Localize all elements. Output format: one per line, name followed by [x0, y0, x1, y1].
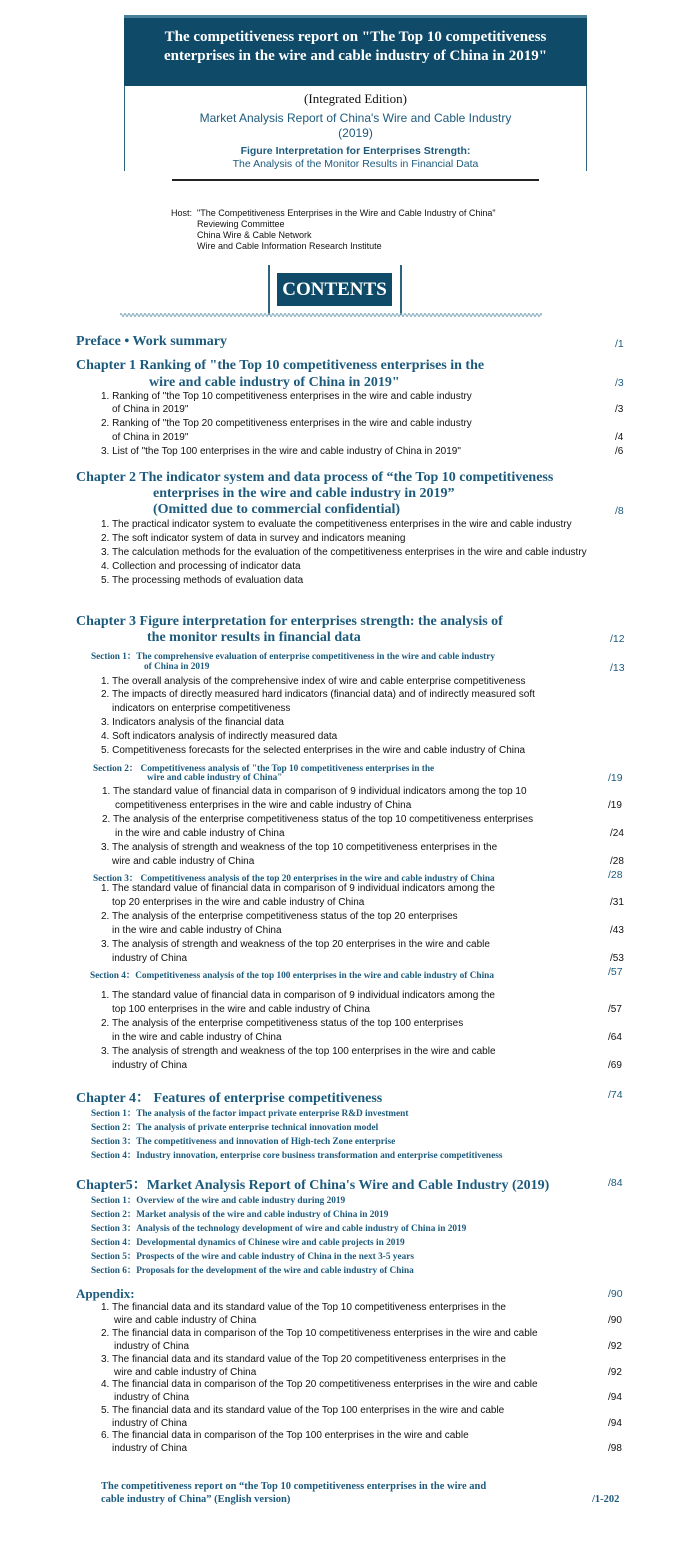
toc-section-title[interactable]: Section 1：The comprehensive evaluation of enterprise competitiveness in the wire and cable industry	[91, 652, 496, 662]
toc-item[interactable]: 1. Ranking of "the Top 10 competitiveness enterprises in the wire and cable industry	[101, 391, 472, 402]
toc-section-title-cont[interactable]: of China in 2019	[144, 662, 210, 672]
toc-page-number: /28	[610, 856, 624, 867]
toc-item[interactable]: 2. Ranking of "the Top 20 competitiveness enterprises in the wire and cable industry	[101, 418, 472, 429]
edition-label: (Integrated Edition)	[304, 91, 407, 106]
contents-bracket-left	[268, 265, 270, 315]
toc-page-number: /31	[610, 897, 624, 908]
toc-item[interactable]: in the wire and cable industry of China	[112, 1032, 282, 1043]
toc-page-number: /69	[608, 1060, 622, 1071]
title-divider	[172, 179, 539, 181]
toc-chapter-4-title[interactable]: Chapter 4： Features of enterprise competitiveness	[76, 1091, 383, 1106]
toc-item[interactable]: in the wire and cable industry of China	[115, 828, 285, 839]
toc-page-number: /92	[608, 1341, 622, 1352]
toc-item[interactable]: competitiveness enterprises in the wire and cable industry of China	[115, 800, 412, 811]
toc-chapter-2-title-cont[interactable]: enterprises in the wire and cable industry in 2019”	[153, 486, 455, 501]
toc-item[interactable]: 1. The overall analysis of the comprehensive index of wire and cable enterprise competitiveness	[101, 676, 526, 687]
contents-heading: CONTENTS	[277, 273, 392, 306]
toc-item[interactable]: 4. The financial data in comparison of the Top 20 competitiveness enterprises in the wire and cable	[101, 1379, 538, 1390]
toc-item[interactable]: 2. The analysis of the enterprise competitiveness status of the top 10 competitiveness enterprises	[102, 814, 534, 825]
toc-english-version-line-1[interactable]: The competitiveness report on “the Top 10 competitiveness enterprises in the wire and	[101, 1481, 487, 1492]
toc-item[interactable]: of China in 2019"	[112, 404, 189, 415]
toc-item[interactable]: 1. The practical indicator system to evaluate the competitiveness enterprises in the wire and cable industry	[101, 519, 572, 530]
toc-item[interactable]: 4. Soft indicators analysis of indirectly measured data	[101, 731, 338, 742]
toc-item[interactable]: 3. The calculation methods for the evaluation of the competitiveness enterprises in the wire and cable industry	[101, 547, 587, 558]
toc-page-number: /74	[608, 1089, 623, 1101]
toc-item[interactable]: industry of China	[112, 1060, 188, 1071]
toc-item[interactable]: 3. List of "the Top 100 enterprises in the wire and cable industry of China in 2019"	[101, 446, 461, 457]
toc-english-version-line-2[interactable]: cable industry of China” (English version)	[101, 1494, 291, 1505]
toc-chapter-2-title[interactable]: Chapter 2 The indicator system and data process of “the Top 10 competitiveness	[76, 470, 554, 485]
toc-item[interactable]: 2. The analysis of the enterprise competitiveness status of the top 100 enterprises	[101, 1018, 464, 1029]
toc-item[interactable]: 3. The financial data and its standard value of the Top 20 competitiveness enterprises in the	[101, 1354, 506, 1365]
toc-page-number: /57	[608, 966, 623, 978]
toc-section-title[interactable]: Section 5：Prospects of the wire and cable industry of China in the next 3-5 years	[91, 1252, 414, 1262]
figure-interpretation-title: Figure Interpretation for Enterprises Strength:	[240, 145, 471, 157]
toc-page-number: /13	[610, 662, 625, 674]
toc-item[interactable]: wire and cable industry of China	[114, 1367, 257, 1378]
toc-item[interactable]: in the wire and cable industry of China	[112, 925, 282, 936]
toc-page-number: /19	[608, 772, 623, 784]
toc-item[interactable]: 3. Indicators analysis of the financial data	[101, 717, 284, 728]
host-line: China Wire & Cable Network	[197, 230, 312, 240]
toc-section-title[interactable]: Section 3： Competitiveness analysis of the top 20 enterprises in the wire and cable industry of China	[93, 874, 495, 884]
toc-chapter-2-note[interactable]: (Omitted due to commercial confidential)	[153, 502, 401, 517]
toc-page-number: /28	[608, 869, 623, 881]
toc-section-title[interactable]: Section 1：Overview of the wire and cable industry during 2019	[91, 1196, 346, 1206]
toc-preface[interactable]: Preface • Work summary	[76, 334, 227, 349]
toc-item[interactable]: top 100 enterprises in the wire and cable industry of China	[112, 1004, 370, 1015]
toc-item[interactable]: industry of China	[112, 1418, 188, 1429]
toc-item[interactable]: 3. The analysis of strength and weakness of the top 20 enterprises in the wire and cable	[101, 939, 490, 950]
toc-section-title[interactable]: Section 1：The analysis of the factor impact private enterprise R&D investment	[91, 1109, 409, 1119]
toc-chapter-1-title-cont[interactable]: wire and cable industry of China in 2019"	[149, 375, 400, 390]
toc-page-number: /43	[610, 925, 624, 936]
toc-item[interactable]: wire and cable industry of China	[112, 856, 255, 867]
toc-page-number: /3	[615, 377, 624, 389]
toc-page-number: /4	[615, 432, 624, 443]
toc-item[interactable]: 1. The financial data and its standard value of the Top 10 competitiveness enterprises in the	[101, 1302, 506, 1313]
toc-item[interactable]: 1. The standard value of financial data in comparison of 9 individual indicators among the	[101, 883, 495, 894]
toc-page-number: /1-202	[592, 1494, 620, 1505]
toc-item[interactable]: industry of China	[112, 953, 188, 964]
toc-item[interactable]: 3. The analysis of strength and weakness of the top 10 competitiveness enterprises in the	[101, 842, 498, 853]
report-title-line-2: enterprises in the wire and cable industry of China in 2019"	[163, 47, 548, 64]
figure-interpretation-subtitle: The Analysis of the Monitor Results in Financial Data	[232, 158, 479, 170]
toc-item[interactable]: industry of China	[114, 1341, 190, 1352]
toc-page-number: /94	[608, 1418, 622, 1429]
toc-item[interactable]: industry of China	[114, 1392, 190, 1403]
toc-item[interactable]: 2. The financial data in comparison of the Top 10 competitiveness enterprises in the wire and cable	[101, 1328, 538, 1339]
toc-item[interactable]: industry of China	[112, 1443, 188, 1454]
toc-page-number: /19	[608, 800, 622, 811]
toc-section-title[interactable]: Section 3：The competitiveness and innovation of High-tech Zone enterprise	[91, 1137, 396, 1147]
toc-item[interactable]: 1. The standard value of financial data in comparison of 9 individual indicators among the	[101, 990, 495, 1001]
toc-item[interactable]: 2. The analysis of the enterprise competitiveness status of the top 20 enterprises	[101, 911, 458, 922]
host-line: "The Competitiveness Enterprises in the Wire and Cable Industry of China"	[197, 208, 496, 218]
toc-section-title[interactable]: Section 4：Competitiveness analysis of the top 100 enterprises in the wire and cable industry of China	[90, 971, 494, 981]
host-line: Wire and Cable Information Research Institute	[197, 241, 382, 251]
toc-item[interactable]: 5. The financial data and its standard value of the Top 100 enterprises in the wire and cable	[101, 1405, 505, 1416]
market-title-line-1: Market Analysis Report of China's Wire and Cable Industry	[199, 111, 512, 125]
contents-bracket-right	[400, 265, 402, 315]
toc-section-title[interactable]: Section 6：Proposals for the development of the wire and cable industry of China	[91, 1266, 414, 1276]
toc-item[interactable]: 2. The soft indicator system of data in survey and indicators meaning	[101, 533, 406, 544]
toc-page-number: /57	[608, 1004, 622, 1015]
toc-section-title-cont[interactable]: wire and cable industry of China"	[147, 773, 283, 783]
toc-section-title[interactable]: Section 4：Developmental dynamics of Chinese wire and cable projects in 2019	[91, 1238, 405, 1248]
toc-chapter-5-title[interactable]: Chapter5：Market Analysis Report of China's Wire and Cable Industry (2019)	[76, 1178, 550, 1193]
toc-item[interactable]: of China in 2019"	[112, 432, 189, 443]
toc-item[interactable]: 2. The impacts of directly measured hard indicators (financial data) and of indirectly measured soft	[101, 689, 535, 700]
toc-page-number: /8	[615, 505, 624, 517]
toc-page-number: /1	[615, 338, 624, 350]
toc-item[interactable]: 5. Competitiveness forecasts for the selected enterprises in the wire and cable industry of China	[101, 745, 526, 756]
toc-page-number: /90	[608, 1288, 623, 1300]
toc-item[interactable]: 6. The financial data in comparison of the Top 100 enterprises in the wire and cable	[101, 1430, 469, 1441]
market-report-title	[124, 111, 587, 140]
toc-page-number: /3	[615, 404, 624, 415]
toc-item[interactable]: top 20 enterprises in the wire and cable industry of China	[112, 897, 365, 908]
report-title-banner	[124, 15, 587, 86]
toc-item[interactable]: 5. The processing methods of evaluation data	[101, 575, 304, 586]
toc-page-number: /53	[610, 953, 624, 964]
toc-chapter-3-title[interactable]: Chapter 3 Figure interpretation for enterprises strength: the analysis of	[76, 614, 503, 629]
toc-appendix-title[interactable]: Appendix:	[76, 1286, 135, 1301]
toc-item[interactable]: indicators on enterprise competitiveness	[112, 703, 291, 714]
toc-page-number: /98	[608, 1443, 622, 1454]
toc-chapter-3-title-cont[interactable]: the monitor results in financial data	[147, 630, 361, 645]
wavy-divider-icon	[120, 312, 542, 318]
toc-item[interactable]: 4. Collection and processing of indicator data	[101, 561, 301, 572]
toc-section-title[interactable]: Section 2： Competitiveness analysis of "the Top 10 competitiveness enterprises in the	[93, 764, 435, 774]
toc-section-title[interactable]: Section 2：The analysis of private enterprise technical innovation model	[91, 1123, 379, 1133]
toc-page-number: /94	[608, 1392, 622, 1403]
toc-section-title[interactable]: Section 3：Analysis of the technology development of wire and cable industry of China in 2019	[91, 1224, 467, 1234]
market-title-line-2: (2019)	[338, 125, 373, 140]
host-label: Host:	[171, 208, 193, 218]
toc-page-number: /84	[608, 1177, 623, 1189]
toc-item[interactable]: 3. The analysis of strength and weakness of the top 100 enterprises in the wire and cable	[101, 1046, 496, 1057]
toc-page-number: /64	[608, 1032, 622, 1043]
toc-section-title[interactable]: Section 2：Market analysis of the wire and cable industry of China in 2019	[91, 1210, 389, 1220]
host-line: Reviewing Committee	[197, 219, 285, 229]
toc-page-number: /90	[608, 1315, 622, 1326]
report-title-line-1: The competitiveness report on "The Top 10 competitiveness	[164, 29, 547, 45]
toc-item[interactable]: wire and cable industry of China	[114, 1315, 257, 1326]
toc-page-number: /12	[610, 633, 625, 645]
toc-page-number: /6	[615, 446, 624, 457]
toc-item[interactable]: 1. The standard value of financial data in comparison of 9 individual indicators among the top 10	[102, 786, 527, 797]
toc-section-title[interactable]: Section 4：Industry innovation, enterprise core business transformation and enterprise competitiveness	[91, 1151, 503, 1161]
toc-page-number: /92	[608, 1367, 622, 1378]
toc-page-number: /24	[610, 828, 624, 839]
toc-chapter-1-title[interactable]: Chapter 1 Ranking of "the Top 10 competitiveness enterprises in the	[76, 358, 485, 373]
